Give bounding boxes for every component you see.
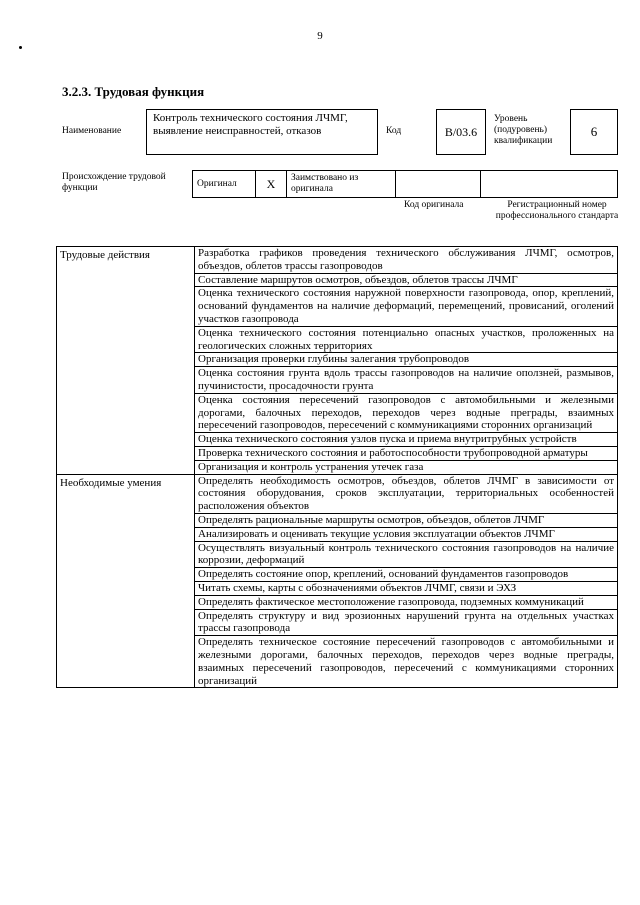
list-item: Оценка состояния грунта вдоль трассы газопроводов на наличие оползней, размывов, пучинистости, просадочности грунта xyxy=(195,367,618,394)
section-category: Необходимые умения xyxy=(57,474,195,688)
list-item: Проверка технического состояния и работоспособности трубопроводной арматуры xyxy=(195,446,618,460)
origin-original-mark: X xyxy=(256,171,287,198)
list-item: Оценка технического состояния потенциально опасных участков, проложенных на геологических сложных территориях xyxy=(195,326,618,353)
level-value: 6 xyxy=(590,124,598,139)
origin-label: Происхождение трудовой функции xyxy=(62,172,166,193)
list-item: Разработка графиков проведения технического обслуживания ЛЧМГ, осмотров, объездов, облетов трассы газопроводов xyxy=(195,247,618,274)
reg-number-label: Регистрационный номер профессионального стандарта xyxy=(495,200,619,221)
table-row xyxy=(57,247,618,274)
reg-number-cell xyxy=(481,171,618,198)
scan-dot xyxy=(19,46,22,49)
list-item: Читать схемы, карты с обозначениями объектов ЛЧМГ, связи и ЭХЗ xyxy=(195,581,618,595)
section-title: 3.2.3. Трудовая функция xyxy=(62,84,205,99)
list-item: Анализировать и оценивать текущие условия эксплуатации объектов ЛЧМГ xyxy=(195,527,618,541)
level-box xyxy=(570,109,618,155)
list-item: Составление маршрутов осмотров, объездов, облетов трассы ЛЧМГ xyxy=(195,273,618,287)
functions-table xyxy=(56,246,618,688)
origin-borrowed-label: Заимствовано из оригинала xyxy=(287,171,396,198)
list-item: Определять структуру и вид эрозионных нарушений грунта на отдельных участках трассы газопровода xyxy=(195,609,618,636)
function-name-box xyxy=(146,109,378,155)
list-item: Определять фактическое местоположение газопровода, подземных коммуникаций xyxy=(195,595,618,609)
origin-table xyxy=(192,170,618,198)
origin-borrowed-mark-cell xyxy=(396,171,481,198)
section-category: Трудовые действия xyxy=(57,247,195,475)
list-item: Осуществлять визуальный контроль технического состояния газопроводов на наличие коррозии, деформаций xyxy=(195,541,618,568)
page-number: 9 xyxy=(317,30,323,42)
list-item: Организация и контроль устранения утечек газа xyxy=(195,460,618,474)
table-row xyxy=(57,474,618,513)
level-label: Уровень (подуровень) квалификации xyxy=(494,114,553,146)
code-box xyxy=(436,109,486,155)
list-item: Оценка технического состояния узлов пуска и приема внутритрубных устройств xyxy=(195,433,618,447)
list-item: Оценка технического состояния наружной поверхности газопровода, опор, креплений, оснований фундаментов на наличие деформаций, перемещений, провисаний, оголений участков газопровода xyxy=(195,287,618,326)
code-value: B/03.6 xyxy=(444,124,478,139)
name-label: Наименование xyxy=(62,126,122,136)
list-item: Определять состояние опор, креплений, оснований фундаментов газопроводов xyxy=(195,568,618,582)
list-item: Определять техническое состояние пересечений газопроводов с автомобильными и железными дорогами, балочных переходов, переходов через водные преграды, взаимных пересечений газопроводов, пересечений с коммуникациями сторонних организаций xyxy=(195,636,618,688)
code-label: Код xyxy=(386,126,402,136)
function-name: Контроль технического состояния ЛЧМГ, выявление неисправностей, отказов xyxy=(153,112,348,137)
origin-code-label: Код оригинала xyxy=(404,200,464,210)
list-item: Организация проверки глубины залегания трубопроводов xyxy=(195,353,618,367)
list-item: Определять необходимость осмотров, объездов, облетов ЛЧМГ в зависимости от состояния оборудования, сроков эксплуатации, территориальных особенностей расположения объектов xyxy=(195,474,618,513)
list-item: Оценка состояния пересечений газопроводов с автомобильными и железными дорогами, балочных переходов, переходов через водные преграды, взаимных пересечений газопроводов, пересечений с коммуникациями сторонних организаций xyxy=(195,393,618,432)
list-item: Определять рациональные маршруты осмотров, объездов, облетов ЛЧМГ xyxy=(195,513,618,527)
origin-original-label: Оригинал xyxy=(193,171,256,198)
